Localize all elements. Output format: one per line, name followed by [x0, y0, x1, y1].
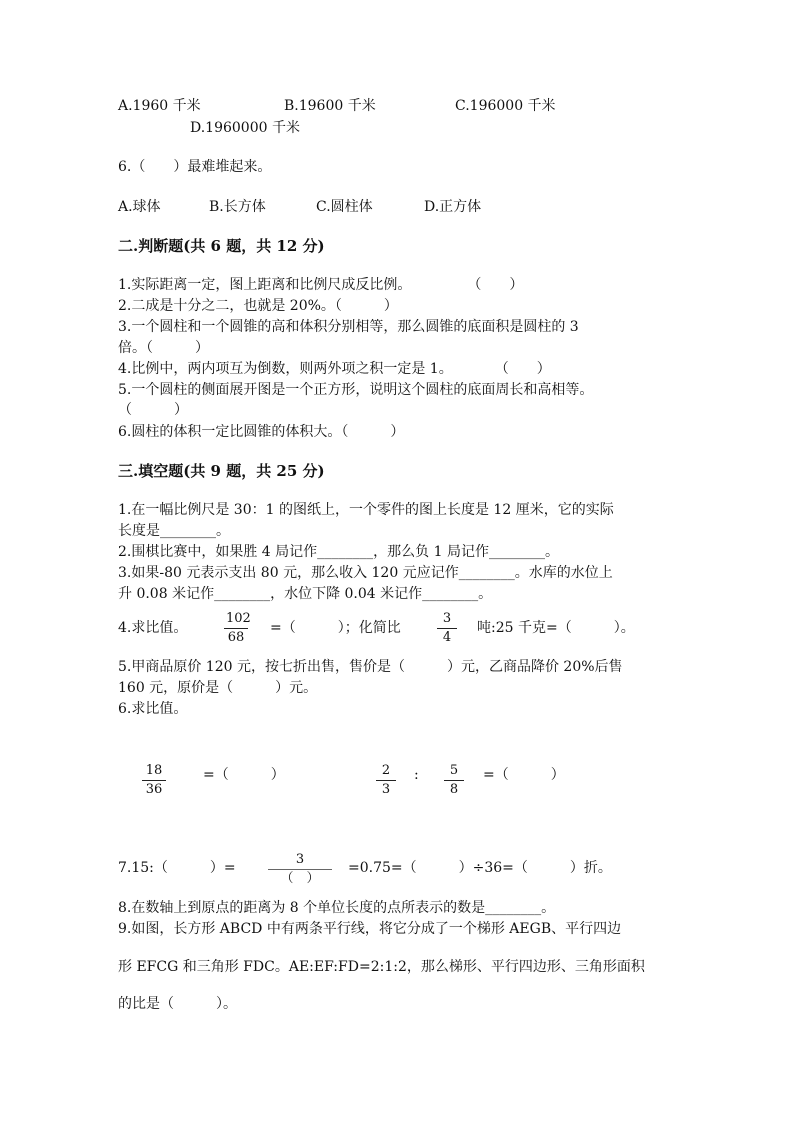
- fraction: [224, 611, 251, 646]
- question-stem: 6.（ ）最难堆起来。: [118, 159, 272, 175]
- question-text: 升 0.08 米记作________，水位下降 0.04 米记作________。: [118, 586, 493, 602]
- question-text: 9.如图，长方形 ABCD 中有两条平行线，将它分成了一个梯形 AEGB、平行四边: [118, 921, 622, 937]
- fraction-numerator: 3: [437, 611, 457, 629]
- list-item: 3.一个圆柱和一个圆锥的高和体积分别相等，那么圆锥的底面积是圆柱的 3: [118, 319, 579, 335]
- fraction-denominator: （ ）: [280, 871, 320, 886]
- question-text: 8.在数轴上到原点的距离为 8 个单位长度的点所表示的数是________。: [118, 900, 556, 916]
- option-c: C.196000 千米: [455, 98, 556, 114]
- option-b: B.19600 千米: [284, 98, 376, 114]
- fraction-denominator: 8: [449, 782, 459, 797]
- fraction: [444, 763, 464, 798]
- list-item: 4.比例中，两内项互为倒数，则两外项之积一定是 1。 （ ）: [118, 361, 551, 377]
- list-item: 倍。（ ）: [118, 340, 209, 356]
- question-text: 3.如果-80 元表示支出 80 元，那么收入 120 元应记作________。水库的水位上: [118, 565, 613, 581]
- list-item: 2.二成是十分之二，也就是 20%。（ ）: [118, 298, 398, 314]
- option-d: D.正方体: [424, 199, 482, 215]
- question-text: 160 元，原价是（ ）元。: [118, 680, 318, 696]
- fraction: [437, 611, 457, 646]
- question-label: 4.求比值。: [118, 620, 188, 636]
- fraction-numerator: 3: [268, 851, 332, 870]
- fraction-denominator: 68: [227, 630, 245, 645]
- list-item: 5.一个圆柱的侧面展开图是一个正方形，说明这个圆柱的底面周长和高相等。: [118, 382, 594, 398]
- question-text: 7.15:（ ）=: [118, 860, 236, 876]
- question-label: 6.求比值。: [118, 701, 188, 717]
- fraction-numerator: 102: [224, 611, 248, 629]
- answer-blank: =（ ）: [483, 767, 565, 783]
- fraction-denominator: 36: [145, 782, 163, 797]
- question-text: =（ ）；化简比: [270, 620, 401, 636]
- question-text: 形 EFCG 和三角形 FDC。AE:EF:FD=2:1:2，那么梯形、平行四边形、三角形面积: [118, 959, 645, 975]
- option-b: B.长方体: [209, 199, 266, 215]
- section-title: 二.判断题(共 6 题，共 12 分): [118, 237, 325, 255]
- fraction: [268, 851, 332, 888]
- fraction: [142, 763, 166, 798]
- question-text: =0.75=（ ）÷36=（ ）折。: [348, 860, 612, 876]
- question-text: 吨:25 千克=（ ）。: [477, 620, 635, 636]
- ratio-colon: :: [414, 767, 419, 783]
- option-a: A.1960 千米: [118, 98, 201, 114]
- option-c: C.圆柱体: [316, 199, 373, 215]
- fraction-numerator: 2: [376, 763, 396, 781]
- list-item: （ ）: [118, 402, 188, 418]
- list-item: 1.实际距离一定，图上距离和比例尺成反比例。 （ ）: [118, 277, 524, 293]
- fraction-numerator: 5: [444, 763, 464, 781]
- section-title: 三.填空题(共 9 题，共 25 分): [118, 462, 325, 480]
- fraction-denominator: 3: [381, 782, 391, 797]
- question-text: 长度是________。: [118, 523, 230, 539]
- question-text: 2.围棋比赛中，如果胜 4 局记作________，那么负 1 局记作________。: [118, 544, 559, 560]
- list-item: 6.圆柱的体积一定比圆锥的体积大。（ ）: [118, 424, 405, 440]
- option-d: D.1960000 千米: [190, 120, 300, 136]
- fraction: [376, 763, 396, 798]
- question-text: 5.甲商品原价 120 元，按七折出售，售价是（ ）元，乙商品降价 20%后售: [118, 659, 623, 675]
- fraction-numerator: 18: [142, 763, 166, 781]
- question-text: 的比是（ ）。: [118, 996, 237, 1012]
- fraction-denominator: 4: [442, 630, 452, 645]
- answer-blank: =（ ）: [203, 767, 285, 783]
- question-text: 1.在一幅比例尺是 30：1 的图纸上，一个零件的图上长度是 12 厘米，它的实际: [118, 502, 614, 518]
- option-a: A.球体: [118, 199, 161, 215]
